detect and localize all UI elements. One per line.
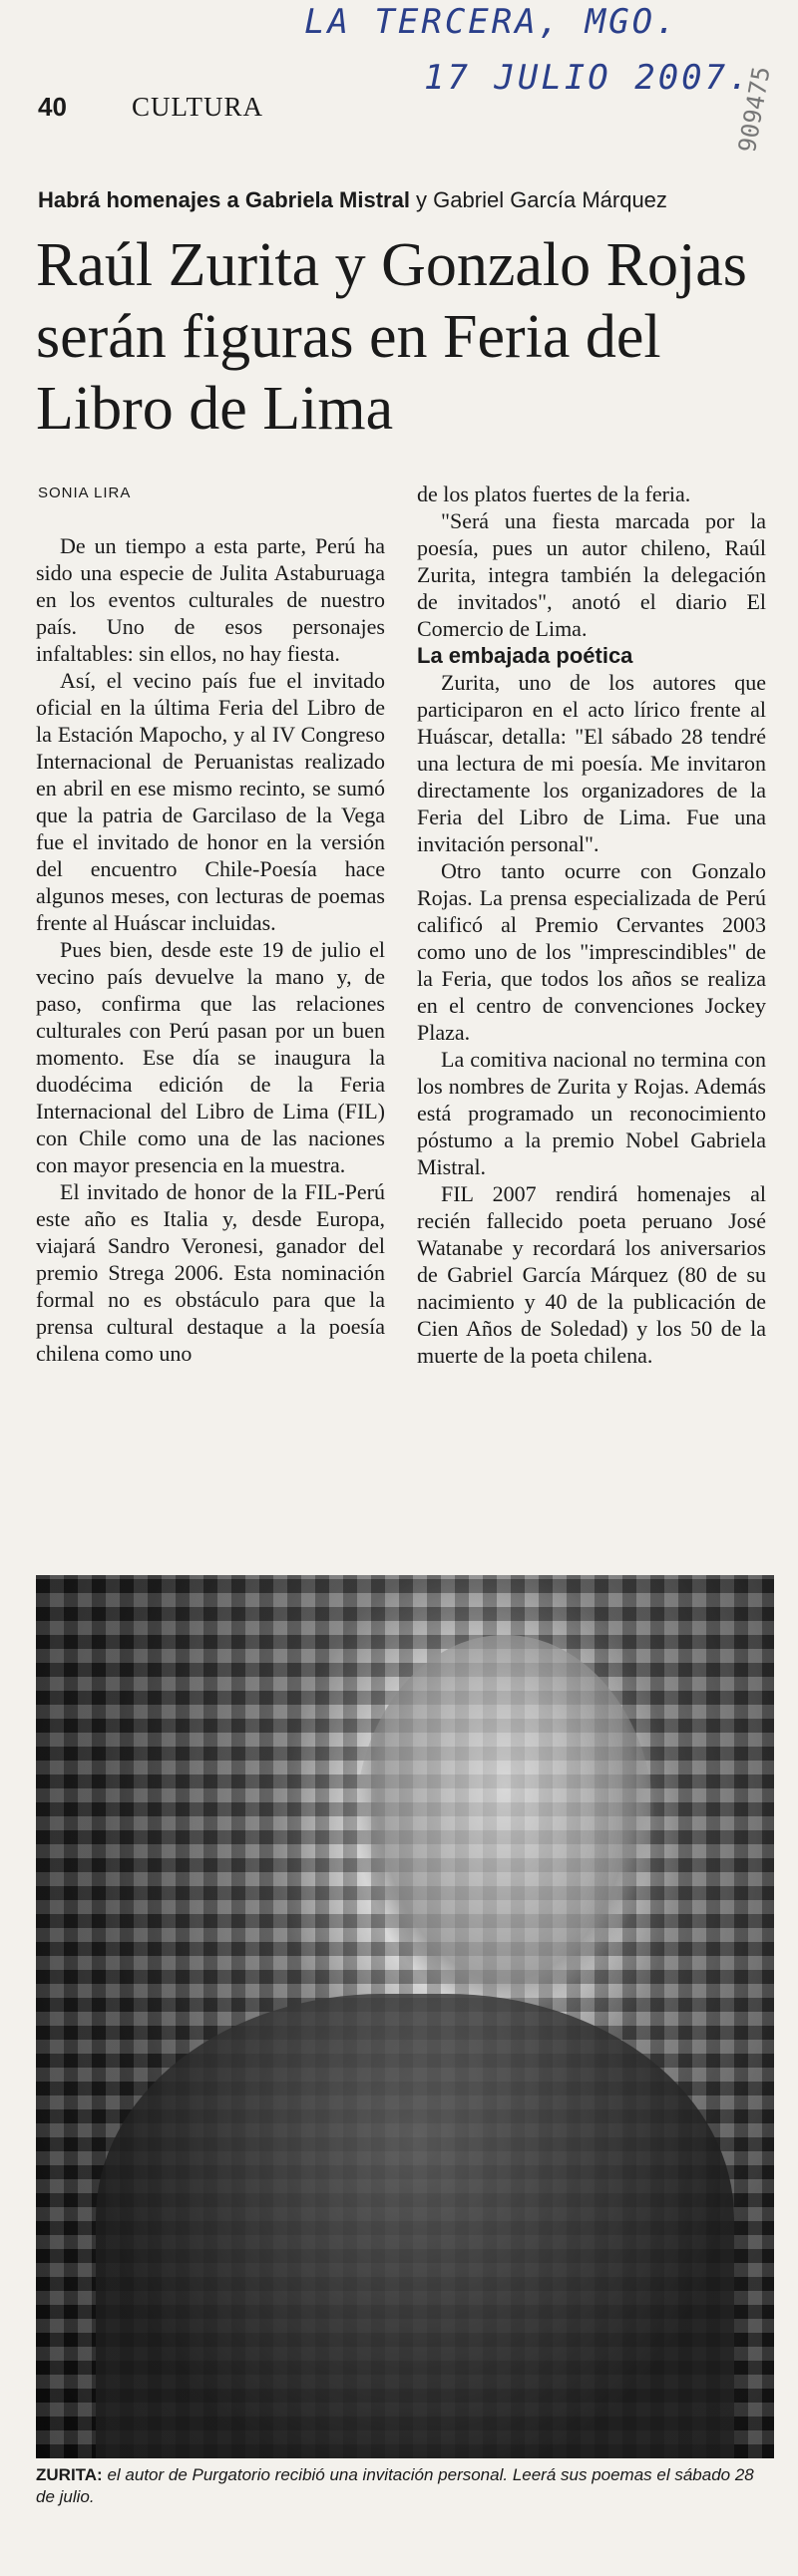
paragraph: La comitiva nacional no termina con los nombres de Zurita y Rojas. Además está programado un reconocimiento póstumo a la premio Nobel Gabriela Mistral. [417,1047,766,1179]
page-header [38,90,756,134]
kicker-rest: y Gabriel García Márquez [409,187,667,212]
column-2 [417,481,766,1369]
handwritten-source: LA TERCERA, MGO. [304,2,679,42]
paragraph: El invitado de honor de la FIL-Perú este año es Italia y, desde Europa, viajará Sandro Veronesi, ganador del premio Strega 2006. Esta nominación formal no es obstáculo para que la prensa cultural destaque a la poesía chilena como uno [36,1179,385,1366]
section-name: CULTURA [132,92,264,122]
archive-number: 909475 [733,64,776,155]
photo-body-shape [96,1994,734,2458]
paragraph: FIL 2007 rendirá homenajes al recién fallecido poeta peruano José Watanabe y recordará los aniversarios de Gabriel García Márquez (80 de su nacimiento y 40 de la publicación de Cien Años de Soledad) y los 50 de la muerte de la poeta chilena. [417,1181,766,1368]
paragraph: Zurita, uno de los autores que participaron en el acto lírico frente al Huáscar, detalla: "El sábado 28 tendré una lectura de mi poesía. Me invitaron directamente los organizadores de la Feria del Libro de Lima. Fue una invitación personal". [417,670,766,856]
column-1 [36,532,385,1367]
paragraph: de los platos fuertes de la feria. [417,482,691,506]
paragraph: Otro tanto ocurre con Gonzalo Rojas. La prensa especializada de Perú calificó al Premio Cervantes 2003 como uno de los "imprescindibles" de la Feria, que todos los años se realiza en el centro de convenciones Jockey Plaza. [417,858,766,1045]
byline: SONIA LIRA [38,484,132,501]
subhead: La embajada poética [417,643,633,668]
headline: Raúl Zurita y Gonzalo Rojas serán figuras en Feria del Libro de Lima [36,231,747,443]
kicker-bold: Habrá homenajes a Gabriela Mistral [38,187,410,212]
kicker [38,187,667,213]
photo-caption [36,2464,774,2508]
paragraph: "Será una fiesta marcada por la poesía, pues un autor chileno, Raúl Zurita, integra también la delegación de invitados", anotó el diario El Comercio de Lima. [417,508,766,641]
caption-rest: el autor de Purgatorio recibió una invitación personal. Leerá sus poemas el sábado 28 de julio. [36,2465,754,2506]
paragraph: De un tiempo a esta parte, Perú ha sido una especie de Julita Astaburuaga en los eventos culturales de nuestro país. Uno de esos personajes infaltables: sin ellos, no hay fiesta. [36,533,385,666]
handwritten-date: 17 JULIO 2007. [424,58,752,98]
portrait-photo [36,1575,774,2458]
caption-bold: ZURITA: [36,2465,103,2484]
photo-head-shape [355,1635,654,2014]
paragraph: Así, el vecino país fue el invitado oficial en la última Feria del Libro de la Estación Mapocho, y al IV Congreso Internacional de Peruanistas realizado en abril en ese mismo recinto, se sumó que la patria de Garcilaso de la Vega fue el invitado de honor en la versión del encuentro Chile-Poesía hace algunos meses, con lecturas de poemas frente al Huáscar incluidas. [36,668,385,935]
paragraph: Pues bien, desde este 19 de julio el vecino país devuelve la mano y, de paso, confirma que las relaciones culturales con Perú pasan por un buen momento. Ese día se inaugura la duodécima edición de la Feria Internacional del Libro de Lima (FIL) con Chile como una de las naciones con mayor presencia en la muestra. [36,937,385,1177]
page-number: 40 [38,92,67,122]
